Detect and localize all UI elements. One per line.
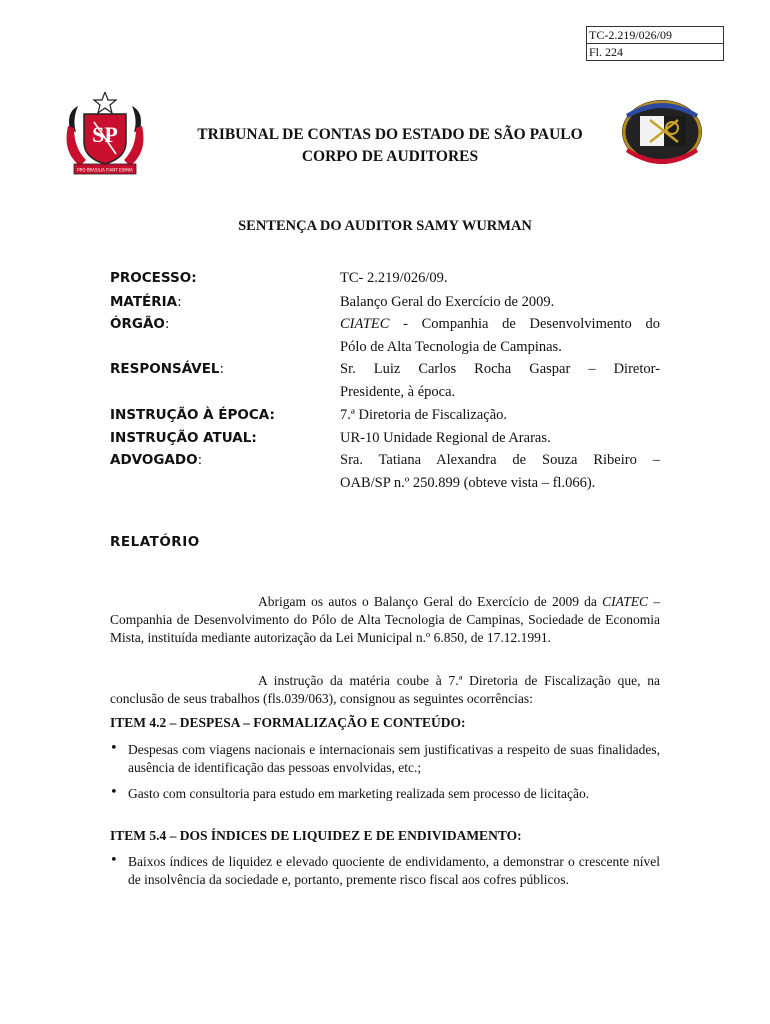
item-4-2-bullet-1: Despesas com viagens nacionais e internacionais sem justificativas a respeito de suas finalidades, ausência de identificação das pessoas envolvidas, etc.; (128, 742, 660, 775)
tribunal-heading: TRIBUNAL DE CONTAS DO ESTADO DE SÃO PAULO (197, 126, 583, 143)
processo-label: PROCESSO: (110, 270, 197, 286)
item-5-4-heading: ITEM 5.4 – DOS ÍNDICES DE LIQUIDEZ E DE ENDIVIDAMENTO: (110, 828, 522, 843)
instrucao-atual-label: INSTRUÇÃO ATUAL: (110, 430, 257, 446)
materia-label: MATÉRIA: (110, 294, 182, 310)
item-4-2-bullet-2: Gasto com consultoria para estudo em marketing realizada sem processo de licitação. (128, 786, 590, 801)
bullet-dot: • (110, 853, 118, 868)
auditors-emblem-logo (620, 96, 704, 166)
sentence-title: SENTENÇA DO AUDITOR SAMY WURMAN (238, 218, 532, 234)
corpo-auditores-heading: CORPO DE AUDITORES (301, 148, 479, 165)
stamp-folio: Fl. 224 (587, 43, 723, 60)
instrucao-epoca-label: INSTRUÇÃO À ÉPOCA: (110, 407, 275, 423)
orgao-label: ÓRGÃO: (110, 316, 170, 332)
relatorio-heading: RELATÓRIO (110, 534, 200, 550)
bullet-dot: • (110, 785, 118, 800)
responsavel-value-line2: Presidente, à época. (340, 384, 456, 400)
sp-coat-of-arms-logo (64, 92, 146, 178)
orgao-value-line1: CIATEC - Companhia de Desenvolvimento do (340, 316, 660, 332)
item-5-4-bullet-1: Baixos índices de liquidez e elevado quociente de endividamento, a demonstrar o crescente nível de insolvência da sociedade e, portanto, premente risco fiscal aos cofres públicos. (128, 854, 660, 887)
paragraph-instrucao: A instrução da matéria coube à 7.ª Diretoria de Fiscalização que, na conclusão de seus trabalhos (fls.039/063), consignou as seguintes ocorrências: (110, 673, 660, 706)
item-4-2-heading: ITEM 4.2 – DESPESA – FORMALIZAÇÃO E CONTEÚDO: (110, 715, 466, 730)
advogado-value-line2: OAB/SP n.º 250.899 (obteve vista – fl.066). (340, 475, 596, 491)
advogado-label: ADVOGADO: (110, 452, 203, 468)
responsavel-label: RESPONSÁVEL: (110, 361, 225, 377)
process-stamp (586, 26, 724, 61)
svg-text:PRO BRASILIA FIANT EXIMIA: PRO BRASILIA FIANT EXIMIA (77, 167, 133, 173)
materia-value: Balanço Geral do Exercício de 2009. (340, 294, 555, 310)
instrucao-epoca-value: 7.ª Diretoria de Fiscalização. (340, 407, 508, 423)
responsavel-value-line1: Sr. Luiz Carlos Rocha Gaspar – Diretor- (340, 361, 660, 377)
instrucao-atual-value: UR-10 Unidade Regional de Araras. (340, 430, 551, 446)
orgao-value-line2: Pólo de Alta Tecnologia de Campinas. (340, 339, 562, 355)
advogado-value-line1: Sra. Tatiana Alexandra de Souza Ribeiro – (340, 452, 660, 468)
processo-value: TC- 2.219/026/09. (340, 270, 448, 286)
paragraph-abrigam: Abrigam os autos o Balanço Geral do Exercício de 2009 da CIATEC – Companhia de Desenvolvimento do Pólo de Alta Tecnologia de Campinas, Sociedade de Economia Mista, instituída mediante autorização da Lei Municipal n.º 6.850, de 17.12.1991. (110, 594, 661, 645)
stamp-process-number: TC-2.219/026/09 (589, 28, 672, 42)
bullet-dot: • (110, 741, 118, 756)
svg-text:SP: SP (92, 122, 118, 147)
